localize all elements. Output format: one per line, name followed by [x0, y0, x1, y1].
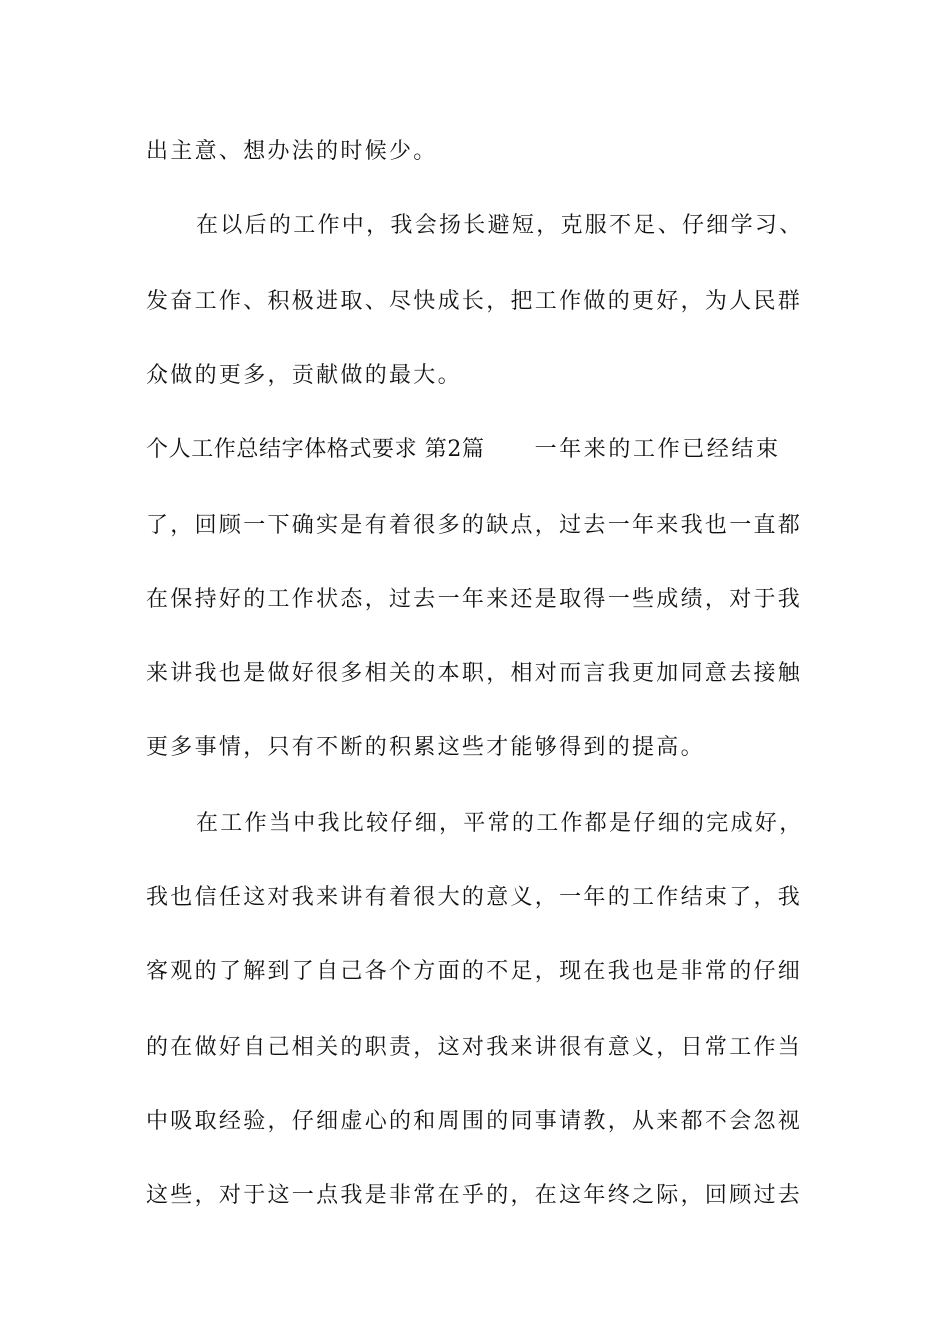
paragraph-line: 出主意、想办法的时候少。: [146, 139, 438, 164]
paragraph-line: 在工作当中我比较仔细，平常的工作都是仔细的完成好，: [196, 811, 804, 836]
paragraph-line: 中吸取经验，仔细虚心的和周围的同事请教，从来都不会忽视: [146, 1109, 803, 1134]
paragraph-line: 来讲我也是做好很多相关的本职，相对而言我更加同意去接触: [146, 661, 803, 686]
paragraph-line: 一年来的工作已经结束: [534, 437, 781, 462]
paragraph-line: 我也信任这对我来讲有着很大的意义，一年的工作结束了，我: [146, 885, 803, 910]
paragraph-line: 了，回顾一下确实是有着很多的缺点，过去一年来我也一直都: [146, 513, 803, 538]
section-heading-line: [146, 430, 806, 470]
paragraph-line: 在以后的工作中，我会扬长避短，克服不足、仔细学习、: [196, 213, 804, 238]
paragraph-line: 这些，对于这一点我是非常在乎的，在这年终之际，回顾过去: [146, 1183, 803, 1208]
paragraph-line: 客观的了解到了自己各个方面的不足，现在我也是非常的仔细: [146, 959, 803, 984]
paragraph-line: 在保持好的工作状态，过去一年来还是取得一些成绩，对于我: [146, 587, 803, 612]
paragraph-line: 的在做好自己相关的职责，这对我来讲很有意义，日常工作当: [146, 1035, 803, 1060]
paragraph-line: 众做的更多，贡献做的最大。: [146, 363, 462, 388]
section-heading: 个人工作总结字体格式要求 第2篇: [146, 437, 485, 462]
paragraph-line: 更多事情，只有不断的积累这些才能够得到的提高。: [146, 735, 705, 760]
paragraph-line: 发奋工作、积极进取、尽快成长，把工作做的更好，为人民群: [146, 289, 803, 314]
